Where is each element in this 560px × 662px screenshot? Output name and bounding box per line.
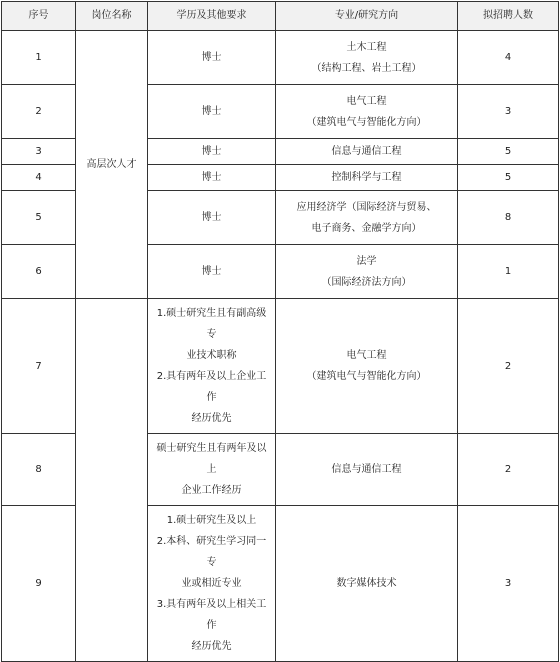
requirements-cell bbox=[148, 85, 276, 139]
major-cell bbox=[276, 165, 458, 191]
table-row bbox=[2, 299, 559, 434]
row-number: 5 bbox=[2, 191, 76, 245]
header-major: 专业/研究方向 bbox=[276, 2, 458, 31]
requirement-line: 1.硕士研究生及以上 bbox=[166, 515, 257, 526]
recruitment-table bbox=[1, 1, 559, 662]
major-line: 电气工程 bbox=[346, 95, 387, 107]
major-line: （建筑电气与智能化方向） bbox=[306, 371, 427, 382]
headcount-cell: 1 bbox=[458, 245, 559, 299]
requirement-line: 硕士研究生且有两年及以上 bbox=[156, 443, 267, 475]
requirement-line: 博士 bbox=[201, 172, 222, 183]
headcount-cell: 8 bbox=[458, 191, 559, 245]
major-line: 电子商务、金融学方向） bbox=[311, 222, 422, 234]
major-line: 土木工程 bbox=[346, 41, 387, 53]
requirement-line: 2.本科、研究生学习同一专 bbox=[156, 536, 267, 568]
requirement-line: 博士 bbox=[201, 52, 222, 63]
major-line: 控制科学与工程 bbox=[331, 172, 402, 183]
requirements-cell bbox=[148, 191, 276, 245]
requirements-cell bbox=[148, 434, 276, 506]
major-line: 应用经济学（国际经济与贸易、 bbox=[296, 201, 437, 213]
major-cell bbox=[276, 506, 458, 662]
table-body bbox=[2, 31, 559, 662]
requirements-cell bbox=[148, 299, 276, 434]
requirement-line: 博士 bbox=[201, 146, 222, 157]
row-number: 6 bbox=[2, 245, 76, 299]
major-cell bbox=[276, 139, 458, 165]
major-cell bbox=[276, 85, 458, 139]
headcount-cell: 2 bbox=[458, 434, 559, 506]
requirement-line: 业或相近专业 bbox=[181, 578, 242, 589]
requirement-line: 经历优先 bbox=[191, 641, 232, 652]
headcount-cell: 2 bbox=[458, 299, 559, 434]
major-line: （结构工程、岩土工程） bbox=[311, 62, 422, 74]
requirement-line: 博士 bbox=[201, 212, 222, 223]
headcount-cell: 3 bbox=[458, 85, 559, 139]
row-number: 2 bbox=[2, 85, 76, 139]
major-cell bbox=[276, 245, 458, 299]
header-position: 岗位名称 bbox=[76, 2, 148, 31]
requirement-line: 3.具有两年及以上相关工作 bbox=[156, 599, 267, 631]
headcount-cell: 5 bbox=[458, 139, 559, 165]
major-line: （国际经济法方向） bbox=[321, 276, 412, 288]
table-row bbox=[2, 31, 559, 85]
headcount-cell: 4 bbox=[458, 31, 559, 85]
row-number: 9 bbox=[2, 506, 76, 662]
row-number: 4 bbox=[2, 165, 76, 191]
header-requirements: 学历及其他要求 bbox=[148, 2, 276, 31]
major-cell bbox=[276, 31, 458, 85]
requirements-cell bbox=[148, 31, 276, 85]
headcount-cell: 3 bbox=[458, 506, 559, 662]
position-name-cell: 高层次人才 bbox=[76, 31, 148, 299]
major-cell bbox=[276, 434, 458, 506]
requirement-line: 1.硕士研究生且有副高级专 bbox=[156, 308, 267, 340]
requirement-line: 2.具有两年及以上企业工作 bbox=[156, 371, 267, 403]
header-count: 拟招聘人数 bbox=[458, 2, 559, 31]
major-cell bbox=[276, 299, 458, 434]
requirements-cell bbox=[148, 165, 276, 191]
row-number: 3 bbox=[2, 139, 76, 165]
major-cell bbox=[276, 191, 458, 245]
major-line: 电气工程 bbox=[346, 350, 387, 361]
row-number: 7 bbox=[2, 299, 76, 434]
header-row bbox=[2, 2, 559, 31]
major-line: 数字媒体技术 bbox=[336, 578, 397, 589]
major-line: 信息与通信工程 bbox=[331, 464, 402, 475]
requirements-cell bbox=[148, 139, 276, 165]
requirement-line: 业技术职称 bbox=[186, 350, 237, 361]
requirements-cell bbox=[148, 506, 276, 662]
row-number: 8 bbox=[2, 434, 76, 506]
row-number: 1 bbox=[2, 31, 76, 85]
requirement-line: 博士 bbox=[201, 266, 222, 277]
headcount-cell: 5 bbox=[458, 165, 559, 191]
major-line: 信息与通信工程 bbox=[331, 146, 402, 157]
major-line: （建筑电气与智能化方向） bbox=[306, 116, 427, 128]
requirements-cell bbox=[148, 245, 276, 299]
requirement-line: 企业工作经历 bbox=[181, 485, 242, 496]
major-line: 法学 bbox=[356, 255, 377, 267]
requirement-line: 经历优先 bbox=[191, 413, 232, 424]
position-name-cell-empty bbox=[76, 299, 148, 662]
header-no: 序号 bbox=[2, 2, 76, 31]
requirement-line: 博士 bbox=[201, 106, 222, 117]
